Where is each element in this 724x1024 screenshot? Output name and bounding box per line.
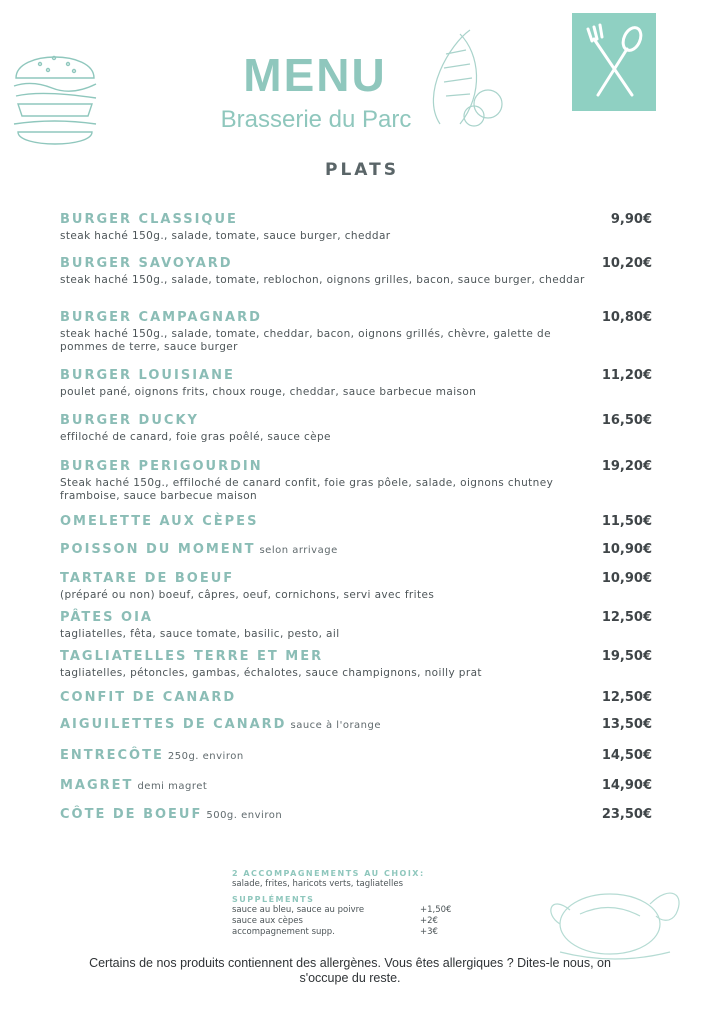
menu-item [60,778,660,793]
item-price: 11,20€ [601,368,652,383]
supplement-label: sauce aux cèpes [232,916,303,926]
menu-item [60,649,660,680]
item-name: TAGLIATELLES TERRE ET MER [60,649,324,664]
menu-item [60,807,660,822]
supplements-heading: SUPPLÉMENTS [232,895,315,904]
item-desc: Steak haché 150g., effiloché de canard confit, foie gras pôele, salade, oignons chutney framboise, sauce barbecue maison [60,477,554,502]
logo-box [572,13,656,111]
item-name: BURGER LOUISIANE [60,368,235,383]
item-name: CONFIT DE CANARD [60,690,237,705]
item-name: PÂTES OIA [60,610,153,625]
menu-item [60,256,660,287]
page-title: MENU [243,49,387,101]
allergen-line-2: s'occupe du reste. [299,971,401,985]
roast-chicken-illustration [540,874,690,964]
supplement-label: sauce au bleu, sauce au poivre [232,905,365,915]
item-name: TARTARE DE BOEUF [60,571,235,586]
menu-item [60,212,660,243]
item-price: 19,20€ [601,459,652,474]
item-price: 10,20€ [601,256,652,271]
item-name: BURGER SAVOYARD [60,256,233,271]
supplement-row [232,927,472,938]
item-desc: steak haché 150g., salade, tomate, cheddar, bacon, oignons grillés, chèvre, galette de pommes de terre, sauce burger [60,328,551,353]
item-price: 16,50€ [601,413,652,428]
menu-item [60,717,660,732]
menu-item [60,310,660,354]
item-name: OMELETTE AUX CÈPES [60,514,259,529]
item-price: 10,90€ [601,542,652,557]
item-desc: (préparé ou non) boeuf, câpres, oeuf, cornichons, servi avec frites [60,589,435,601]
item-note: demi magret [137,781,208,792]
item-name: AIGUILETTES DE CANARD [60,717,287,732]
menu-item [60,542,660,557]
item-desc: steak haché 150g., salade, tomate, reblochon, oignons grilles, bacon, sauce burger, cheddar [60,274,585,286]
supplement-row [232,916,472,927]
menu-item [60,514,660,529]
supplement-price: +2€ [420,916,438,926]
item-price: 9,90€ [610,212,652,227]
item-note: 250g. environ [167,751,244,762]
fork-spoon-icon [572,13,656,111]
extras-block [232,868,472,938]
item-price: 12,50€ [601,690,652,705]
item-name: ENTRECÔTE [60,748,164,763]
item-desc: tagliatelles, fêta, sauce tomate, basilic, pesto, ail [60,628,340,640]
menu-item [60,413,660,444]
section-heading: PLATS [325,160,399,180]
burger-illustration [12,40,98,160]
item-name: MAGRET [60,778,134,793]
menu-item [60,571,660,602]
item-price: 14,90€ [601,778,652,793]
item-desc: poulet pané, oignons frits, choux rouge, cheddar, sauce barbecue maison [60,386,477,398]
item-note: sauce à l'orange [290,720,382,731]
item-price: 10,90€ [601,571,652,586]
item-note: selon arrivage [259,545,338,556]
item-price: 19,50€ [601,649,652,664]
menu-item [60,459,660,503]
sides-heading: 2 ACCOMPAGNEMENTS AU CHOIX: [232,869,425,878]
supplement-label: accompagnement supp. [232,927,335,937]
allergen-line-1: Certains de nos produits contiennent des allergènes. Vous êtes allergiques ? Dites-le nous, on [89,956,611,970]
item-name: BURGER DUCKY [60,413,199,428]
menu-item [60,690,660,705]
item-desc: steak haché 150g., salade, tomate, sauce burger, cheddar [60,230,391,242]
menu-item [60,368,660,399]
item-name: BURGER PERIGOURDIN [60,459,263,474]
item-note: 500g. environ [206,810,283,821]
item-desc: tagliatelles, pétoncles, gambas, échalotes, sauce champignons, noilly prat [60,667,482,679]
item-desc: effiloché de canard, foie gras poêlé, sauce cèpe [60,431,331,443]
item-name: BURGER CAMPAGNARD [60,310,262,325]
item-price: 12,50€ [601,610,652,625]
item-price: 14,50€ [601,748,652,763]
item-price: 11,50€ [601,514,652,529]
item-name: CÔTE DE BOEUF [60,807,203,822]
menu-item [60,610,660,641]
supplement-price: +3€ [420,927,438,937]
supplement-price: +1,50€ [420,905,452,915]
item-price: 10,80€ [601,310,652,325]
restaurant-name: Brasserie du Parc [220,106,412,133]
supplement-row [232,905,472,916]
allergen-notice [66,956,634,986]
item-price: 23,50€ [601,807,652,822]
menu-item [60,748,660,763]
item-name: BURGER CLASSIQUE [60,212,238,227]
item-name: POISSON DU MOMENT [60,542,256,557]
item-price: 13,50€ [601,717,652,732]
sides-list: salade, frites, haricots verts, tagliatelles [232,879,404,889]
